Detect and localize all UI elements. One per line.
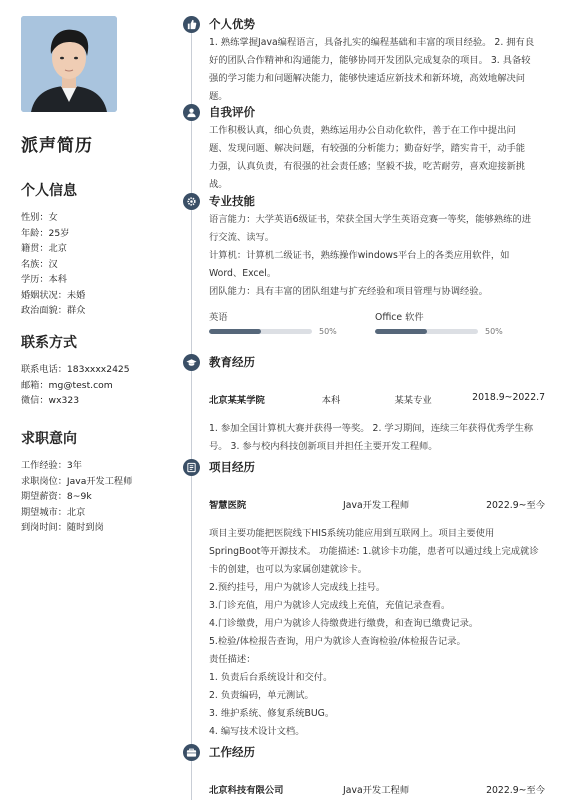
profile-photo [21, 16, 117, 112]
project-role: Java开发工程师 [343, 500, 410, 511]
skill-bar-english [209, 309, 339, 336]
project-period: 2022.9~至今 [486, 500, 545, 511]
skill-bar-fill [375, 329, 427, 334]
education-line: 1. 参加全国计算机大赛并获得一等奖。 2. 学习期间，连续三年获得优秀学生称 [209, 423, 534, 434]
skill-bar-percent: 50% [319, 327, 337, 336]
education-entry-header [209, 392, 545, 406]
intent-salary: 期望薪资：8~9k [21, 491, 92, 502]
skills-line: 行交流、读写。 [209, 232, 275, 243]
projects-section [209, 459, 545, 741]
skills-line: 计算机：计算机二级证书，熟练操作windows平台上的各类应用软件，如 [209, 250, 510, 261]
user-icon [183, 104, 200, 121]
intent-start: 到岗时间：随时到岗 [21, 522, 104, 533]
info-education: 学历：本科 [21, 274, 67, 285]
self-eval-line: 工作积极认真，细心负责，熟练运用办公自动化软件，善于在工作中提出问 [209, 125, 516, 136]
briefcase-icon [183, 744, 200, 761]
strengths-line: 题。 [209, 91, 228, 102]
graduation-cap-icon [183, 354, 200, 371]
info-marital: 婚姻状况：未婚 [21, 289, 86, 301]
project-line: 1. 负责后台系统设计和交付。 [209, 672, 333, 683]
self-eval-line: 战。 [209, 179, 228, 190]
work-period: 2022.9~至今 [486, 785, 545, 796]
job-intent-section [21, 428, 181, 536]
portrait-image [21, 16, 117, 112]
self-eval-line: 题、发现问题、解决问题，有较强的分析能力；勤奋好学，踏实肯干，动手能 [209, 143, 526, 154]
info-age: 年龄：25岁 [21, 227, 70, 239]
project-line: 3.门诊充值，用户为就诊人完成线上充值，充值记录查看。 [209, 600, 451, 611]
strengths-line: 1. 熟练掌握Java编程语言，具备扎实的编程基础和丰富的项目经验。 2. 拥有良 [209, 37, 535, 48]
self-eval-heading: 自我评价 [209, 105, 255, 119]
work-section [209, 744, 545, 796]
skills-line: 语言能力：大学英语6级证书，荣获全国大学生英语竞赛一等奖，能够熟练的进 [209, 214, 532, 225]
contact-email: 邮箱：mg@test.com [21, 379, 113, 391]
personal-info-heading: 个人信息 [21, 183, 77, 199]
self-eval-section [209, 104, 545, 194]
project-name: 智慧医院 [209, 500, 247, 511]
info-ethnicity: 名族：汉 [21, 258, 58, 270]
strengths-section [209, 16, 545, 106]
work-entry-header [209, 782, 545, 796]
contact-phone: 联系电话：183xxxx2425 [21, 364, 130, 375]
education-major: 某某专业 [394, 395, 432, 406]
project-line: 责任描述： [209, 654, 256, 665]
list-icon [183, 459, 200, 476]
project-line: SpringBoot等开源技术。 功能描述: 1.就诊卡功能，患者可以通过线上完成就诊 [209, 546, 539, 557]
education-line: 号。 3. 参与校内科技创新项目并担任主要开发工程师。 [209, 441, 438, 452]
project-line: 4.门诊缴费，用户为就诊人待缴费进行缴费，和查询已缴费记录。 [209, 618, 479, 629]
strengths-line: 好的团队合作精神和沟通能力，能够协同开发团队完成复杂的项目。 3. 具备较 [209, 55, 531, 66]
project-line: 4. 编写技术设计文档。 [209, 726, 305, 737]
skill-bar-label: 英语 [209, 312, 228, 323]
skill-bar-percent: 50% [485, 327, 503, 336]
skill-bars [209, 309, 545, 336]
self-eval-line: 力强，认真负责，有很强的社会责任感；坚毅不拔，吃苦耐劳，喜欢迎接新挑 [209, 161, 526, 172]
intent-city: 期望城市：北京 [21, 506, 86, 518]
skills-section [209, 193, 545, 336]
strengths-heading: 个人优势 [209, 17, 255, 31]
work-heading: 工作经历 [209, 745, 255, 759]
project-line: 项目主要功能把医院线下HIS系统功能应用到互联网上。项目主要使用 [209, 528, 495, 539]
contact-section [21, 332, 181, 409]
education-heading: 教育经历 [209, 355, 255, 369]
education-section [209, 354, 545, 456]
skill-bar-fill [209, 329, 261, 334]
education-school: 北京某某学院 [209, 395, 265, 406]
project-line: 2.预约挂号，用户为就诊人完成线上挂号。 [209, 582, 386, 593]
thumbs-up-icon [183, 16, 200, 33]
project-line: 3. 维护系统、修复系统BUG。 [209, 708, 335, 719]
skill-bar-label: Office 软件 [375, 312, 424, 323]
personal-info-section [21, 180, 181, 319]
strengths-line: 强的学习能力和问题解决能力，能够快速适应新技术和新环境，高效地解决问 [209, 73, 526, 84]
work-company: 北京科技有限公司 [209, 785, 284, 796]
intent-position: 求职岗位：Java开发工程师 [21, 475, 133, 487]
skills-line: 团队能力：具有丰富的团队组建与扩充经验和项目管理与协调经验。 [209, 286, 488, 297]
info-gender: 性别：女 [21, 212, 58, 223]
left-column [0, 0, 180, 800]
education-period: 2018.9~2022.7 [472, 392, 546, 403]
contact-wechat: 微信：wx323 [21, 395, 80, 406]
project-line: 卡的创建，也可以为家属创建就诊卡。 [209, 564, 368, 575]
info-political: 政治面貌：群众 [21, 305, 86, 316]
skill-bar-office [375, 309, 505, 336]
timeline-line [191, 18, 192, 800]
skills-heading: 专业技能 [209, 194, 255, 208]
intent-experience: 工作经验：3年 [21, 460, 82, 471]
project-line: 2. 负责编码，单元测试。 [209, 690, 314, 701]
gear-icon [183, 193, 200, 210]
education-degree: 本科 [321, 395, 341, 406]
job-intent-heading: 求职意向 [21, 431, 77, 447]
resume-title: 派声简历 [21, 136, 93, 156]
info-hometown: 籍贯：北京 [21, 243, 67, 254]
skill-bar-track [209, 329, 312, 334]
project-line: 5.检验/体检报告查询，用户为就诊人查询检验/体检报告记录。 [209, 636, 466, 647]
work-role: Java开发工程师 [343, 785, 410, 796]
skills-line: Word、Excel。 [209, 268, 277, 279]
project-entry-header [209, 497, 545, 511]
contact-heading: 联系方式 [21, 335, 77, 351]
projects-heading: 项目经历 [209, 460, 255, 474]
skill-bar-track [375, 329, 478, 334]
